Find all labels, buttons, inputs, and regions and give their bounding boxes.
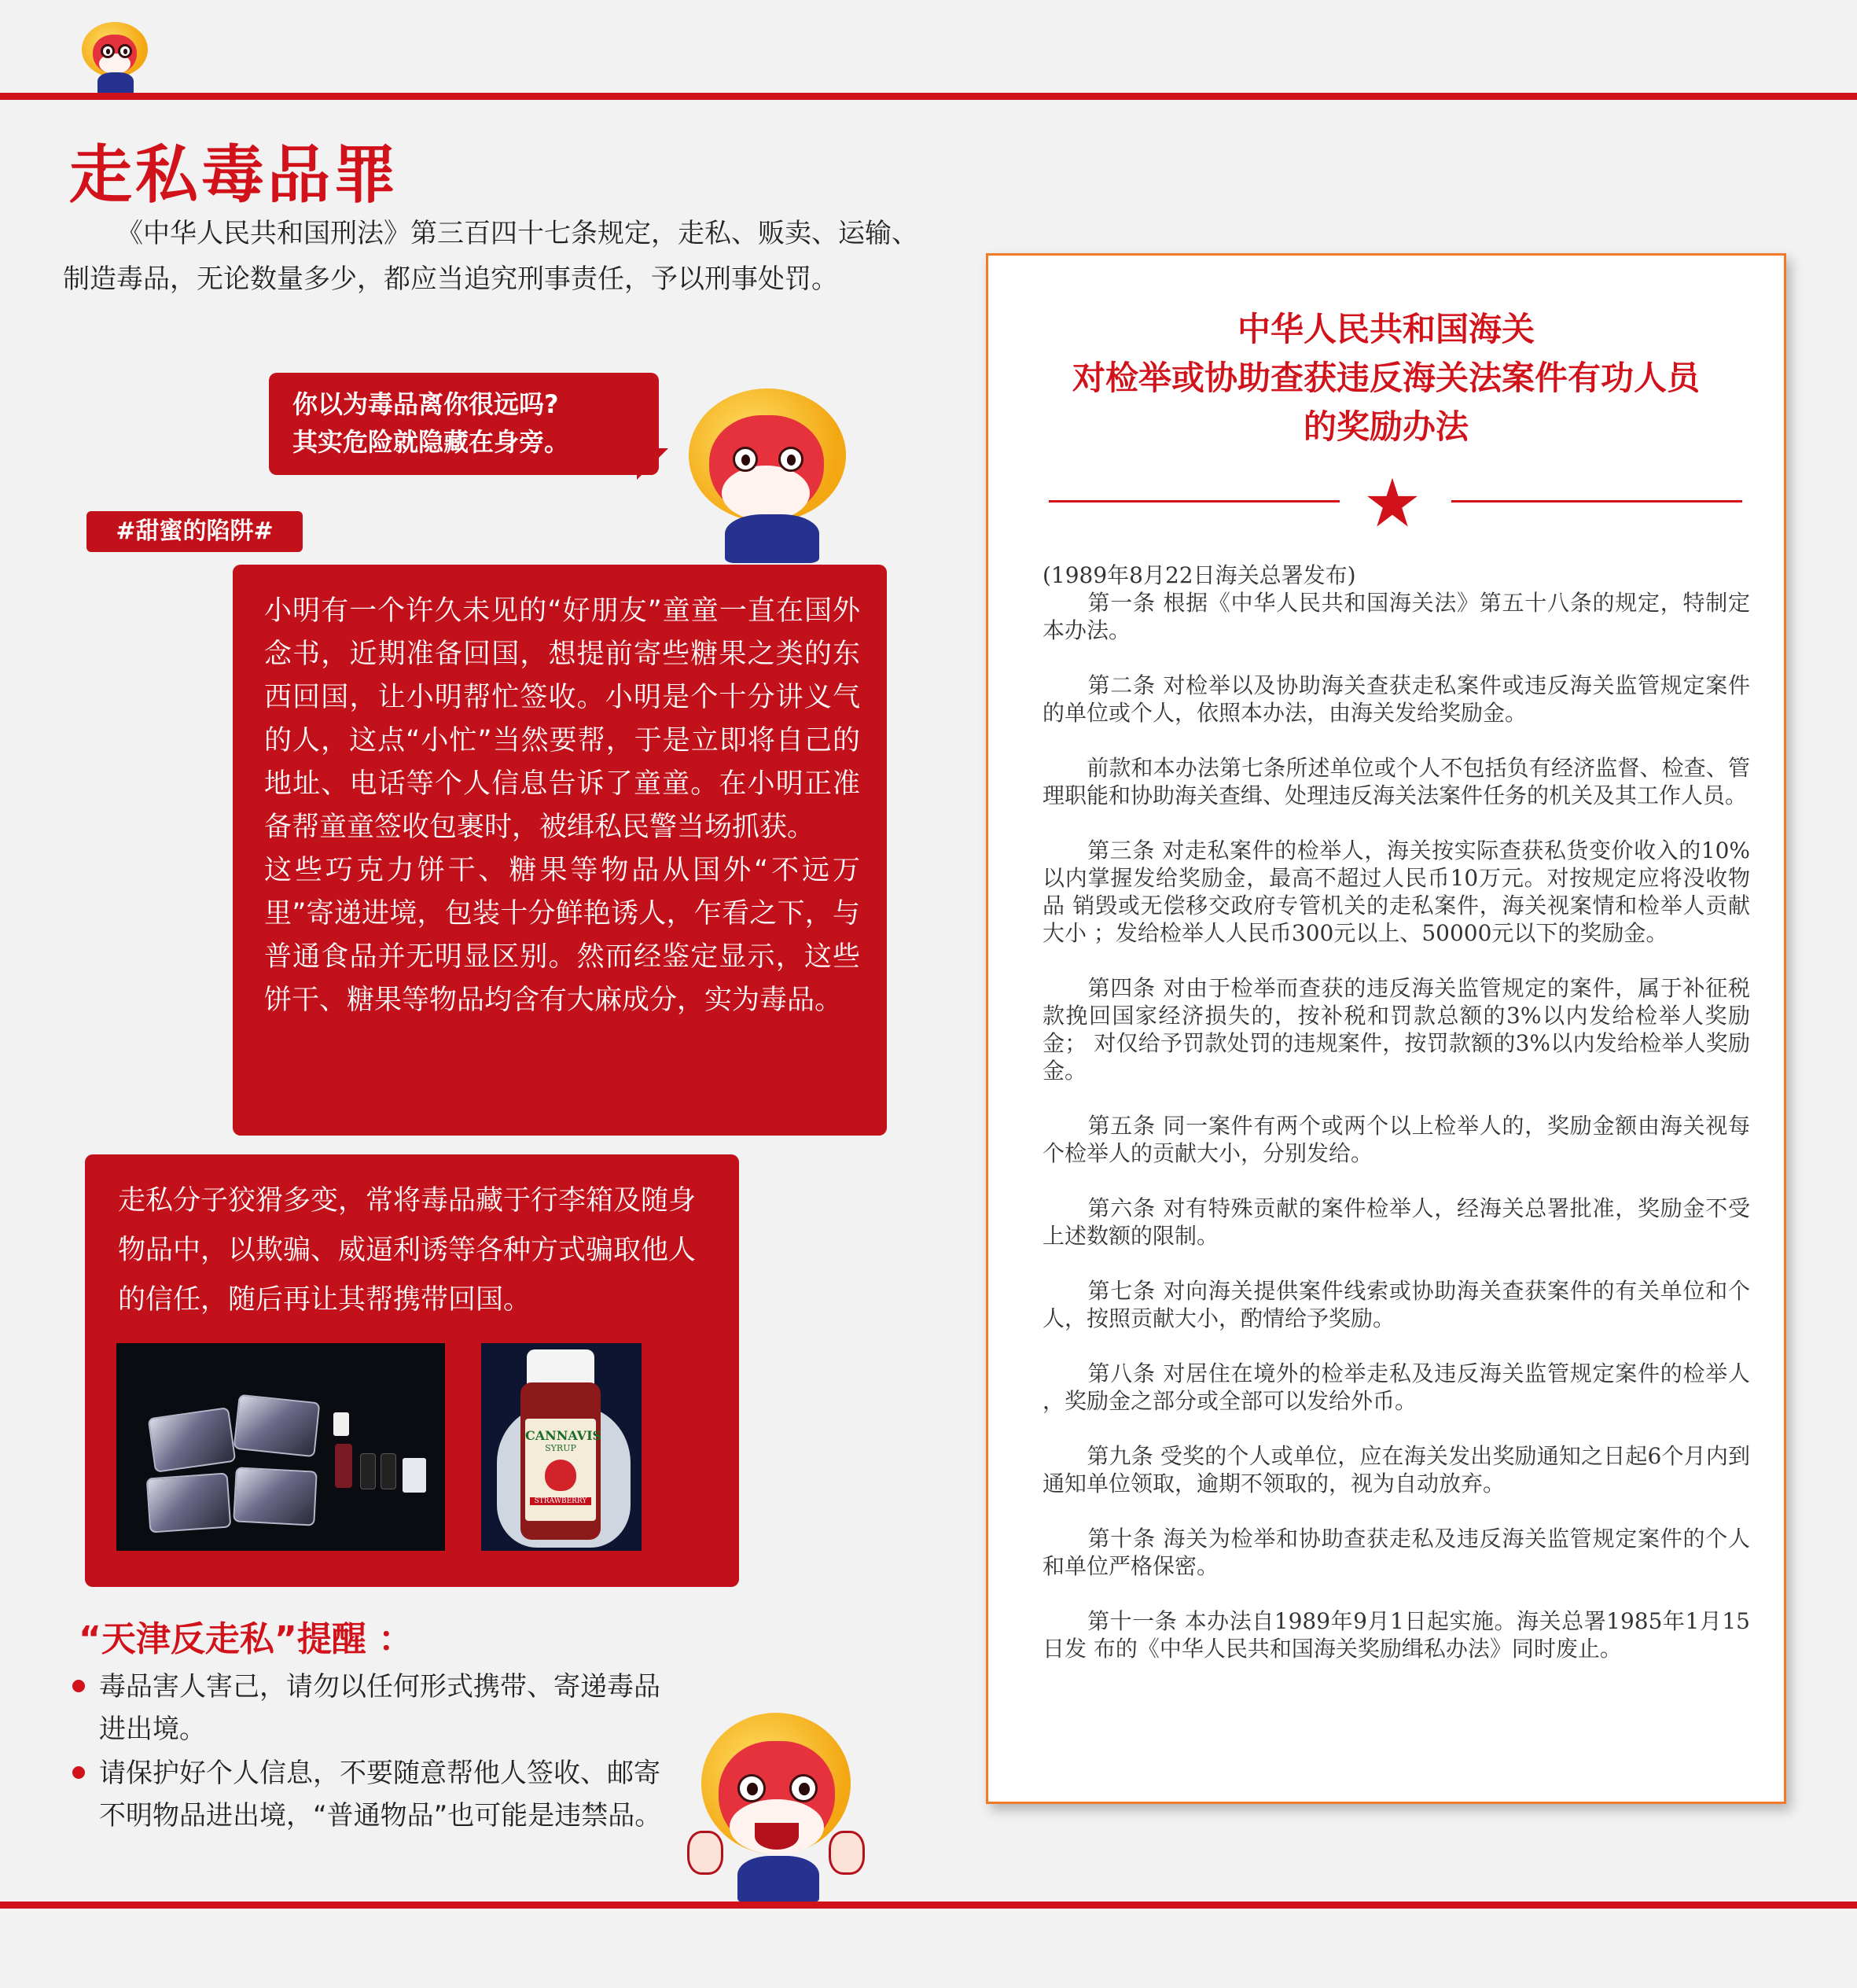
smuggling-text: 走私分子狡猾多变，常将毒品藏于行李箱及随身物品中，以欺骗、威逼利诱等各种方式骗取他人的信任，随后再让其帮携带回国。 xyxy=(118,1185,697,1316)
story-paragraph-2: 这些巧克力饼干、糖果等物品从国外“不远万里”寄递进境，包装十分鲜艳诱人，乍看之下，与普通食品并无明显区别。然而经鉴定显示，这些饼干、糖果等物品均含有大麻成分，实为毒品。 xyxy=(264,855,860,1016)
reminder-title: “天津反走私”提醒 ： xyxy=(79,1619,414,1659)
strawberry-icon xyxy=(545,1460,576,1491)
snack-pack-image xyxy=(146,1472,232,1533)
label-type: SYRUP xyxy=(545,1443,576,1453)
intro-paragraph: 《中华人民共和国刑法》第三百四十七条规定，走私、贩卖、运输、制造毒品，无论数量多少，都应当追究刑事责任，予以刑事处罚。 xyxy=(63,218,918,295)
vial-image xyxy=(335,1444,352,1488)
law-article: 第七条 对向海关提供案件线索或协助海关查获案件的有关单位和个 人，按照贡献大小，酌情给予奖励。 xyxy=(1042,1278,1750,1331)
story-paragraph-1: 小明有一个许久未见的“好朋友”童童一直在国外念书，近期准备回国，想提前寄些糖果之类的东西回国，让小明帮忙签收。小明是个十分讲义气的人，这点“小忙”当然要帮，于是立即将自己的地址、电话等个人信息告诉了童童。在小明正准备帮童童签收包裹时，被缉私民警当场抓获。 xyxy=(264,595,860,843)
syrup-bottle-photo xyxy=(481,1343,642,1551)
bottle-cap-image xyxy=(527,1349,594,1387)
thumb-icon xyxy=(687,1831,723,1875)
law-article: 第三条 对走私案件的检举人，海关按实际查获私货变价收入的10% 以内掌握发给奖励金，最高不超过人民币10万元。对按规定应将没收物品 销毁或无偿移交政府专管机关的走私案件，海关视案情和检举人贡献大小 ；发给检举人人民币300元以上、50000元以下的奖励金。 xyxy=(1042,838,1750,946)
bubble-line-2: 其实危险就隐藏在身旁。 xyxy=(292,427,570,457)
bottom-rule xyxy=(0,1901,1857,1909)
snack-pack-image xyxy=(148,1407,237,1473)
label-flavor: STRAWBERRY xyxy=(530,1497,591,1505)
thumb-icon xyxy=(829,1831,865,1875)
topic-tag: #甜蜜的陷阱# xyxy=(86,511,303,552)
law-article: 第十一条 本办法自1989年9月1日起实施。海关总署1985年1月15日发 布的《中华人民共和国海关奖励缉私办法》同时废止。 xyxy=(1042,1608,1750,1662)
card-image xyxy=(333,1412,349,1436)
law-article: 第一条 根据《中华人民共和国海关法》第五十八条的规定，特制定 本办法。 xyxy=(1042,590,1750,643)
snack-pack-image xyxy=(234,1394,321,1457)
law-article: 第十条 海关为检举和协助查获走私及违反海关监管规定案件的个人 和单位严格保密。 xyxy=(1042,1526,1750,1579)
law-article: 第九条 受奖的个人或单位，应在海关发出奖励通知之日起6个月内到 通知单位领取，逾期不领取的，视为自动放弃。 xyxy=(1042,1443,1750,1497)
law-title xyxy=(987,305,1785,451)
title-divider-left xyxy=(1049,500,1340,503)
reminder-text: 请保护好个人信息，不要随意帮他人签收、邮寄不明物品进出境，“普通物品”也可能是违禁品。 xyxy=(99,1758,662,1832)
mascot-thinking-icon xyxy=(681,388,854,563)
mascot-cheering-icon xyxy=(682,1713,863,1903)
law-title-line-2: 对检举或协助查获违反海关法案件有功人员 xyxy=(1072,359,1700,397)
card-image xyxy=(403,1458,426,1493)
reminder-text: 毒品害人害己，请勿以任何形式携带、寄递毒品进出境。 xyxy=(99,1671,660,1745)
law-article: 第六条 对有特殊贡献的案件检举人，经海关总署批准，奖励金不受 上述数额的限制。 xyxy=(1042,1195,1750,1249)
law-title-line-1: 中华人民共和国海关 xyxy=(1237,310,1535,348)
reminder-item xyxy=(72,1666,670,1751)
law-date: (1989年8月22日海关总署发布) xyxy=(1042,562,1356,588)
seized-snacks-photo xyxy=(116,1343,445,1551)
vial-image xyxy=(360,1453,376,1489)
speech-bubble-text xyxy=(292,385,646,461)
law-article: 第八条 对居住在境外的检举走私及违反海关监管规定案件的检举人 ，奖励金之部分或全部可以发给外币。 xyxy=(1042,1360,1750,1414)
law-article: 前款和本办法第七条所述单位或个人不包括负有经济监督、检查、管 理职能和协助海关查缉、处理违反海关法案件任务的机关及其工作人员。 xyxy=(1042,755,1750,808)
law-article: 第二条 对检举以及协助海关查获走私案件或违反海关监管规定案件 的单位或个人，依照本办法，由海关发给奖励金。 xyxy=(1042,672,1750,726)
law-article: 第五条 同一案件有两个或两个以上检举人的，奖励金额由海关视每 个检举人的贡献大小，分别发给。 xyxy=(1042,1113,1750,1166)
top-rule xyxy=(0,93,1857,100)
label-brand: CANNAVIS xyxy=(525,1428,602,1443)
story-panel xyxy=(233,565,887,1136)
law-article: 第四条 对由于检举而查获的违反海关监管规定的案件，属于补征税 款挽回国家经济损失的，按补税和罚款总额的3%以内发给检举人奖励金； 对仅给予罚款处罚的违规案件，按罚款额的3%以内发给检举人奖励金。 xyxy=(1042,975,1750,1084)
reminder-item xyxy=(72,1752,670,1837)
bullet-icon xyxy=(72,1766,85,1779)
snack-pack-image xyxy=(233,1467,318,1526)
vial-image xyxy=(381,1453,396,1489)
law-body xyxy=(1042,561,1750,1690)
mascot-logo-icon xyxy=(82,22,148,94)
title-divider-right xyxy=(1451,500,1742,503)
bullet-icon xyxy=(72,1680,85,1692)
bottle-label xyxy=(525,1419,602,1521)
page-title: 走私毒品罪 xyxy=(69,138,399,212)
bubble-line-1: 你以为毒品离你很远吗? xyxy=(292,389,559,419)
law-title-line-3: 的奖励办法 xyxy=(1303,407,1469,446)
star-icon xyxy=(1366,476,1419,529)
